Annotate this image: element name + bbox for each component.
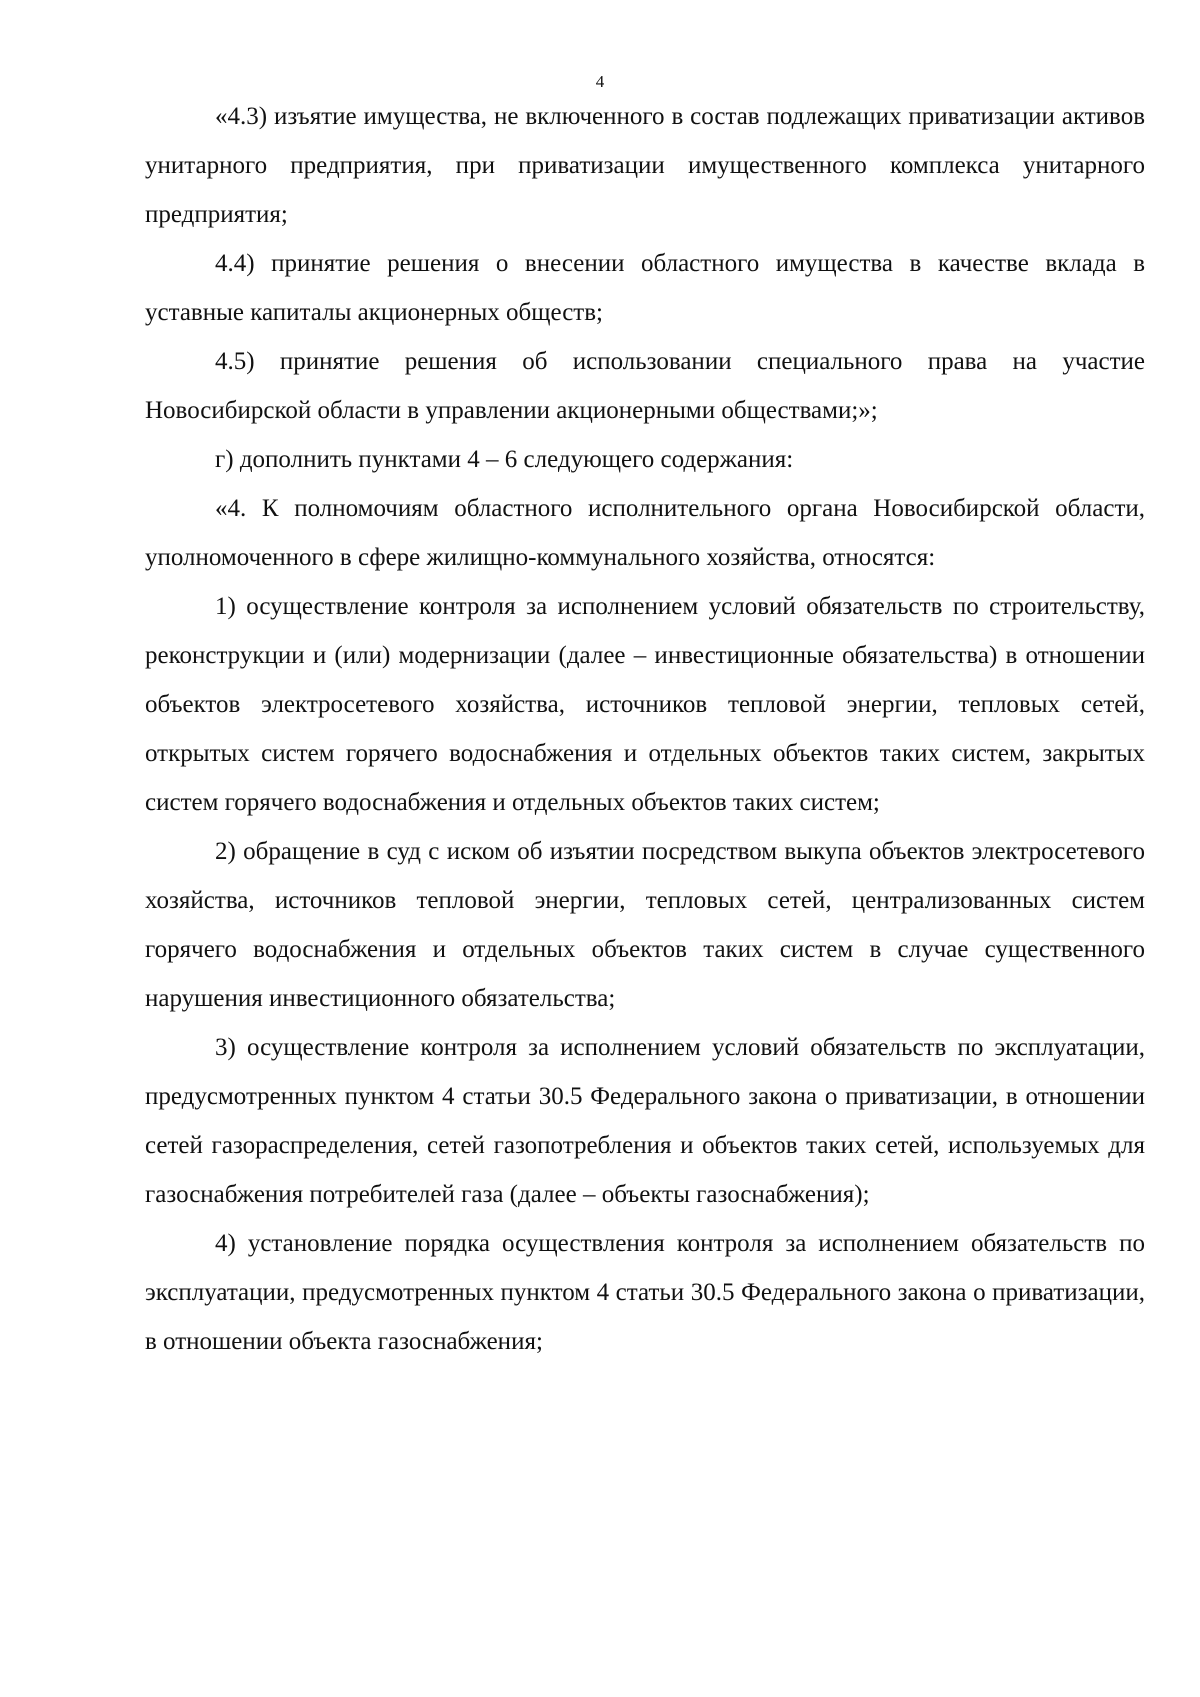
paragraph-g: г) дополнить пунктами 4 – 6 следующего содержания: (215, 446, 794, 473)
paragraph-item-3: 3) осуществление контроля за исполнением условий обязательств по эксплуатации, предусмотренных пунктом 4 статьи 30.5 Федерального закона о приватизации, в отношении сетей газораспределения, сетей газопотребления и объектов таких сетей, используемых для газоснабжения потребителей газа (далее – объекты газоснабжения); (145, 1034, 1145, 1208)
paragraph-item-1: 1) осуществление контроля за исполнением условий обязательств по строительству, реконструкции и (или) модернизации (далее – инвестиционные обязательства) в отношении объектов электросетевого хозяйства, источников тепловой энергии, тепловых сетей, открытых систем горячего водоснабжения и отдельных объектов таких систем, закрытых систем горячего водоснабжения и отдельных объектов таких систем; (145, 593, 1145, 816)
paragraph-4-3: «4.3) изъятие имущества, не включенного в состав подлежащих приватизации активов унитарного предприятия, при приватизации имущественного комплекса унитарного предприятия; (145, 103, 1145, 228)
document-body (145, 92, 1145, 1366)
paragraph-item-4: 4) установление порядка осуществления контроля за исполнением обязательств по эксплуатации, предусмотренных пунктом 4 статьи 30.5 Федерального закона о приватизации, в отношении объекта газоснабжения; (145, 1230, 1145, 1355)
paragraph-4-intro: «4. К полномочиям областного исполнительного органа Новосибирской области, уполномоченного в сфере жилищно-коммунального хозяйства, относятся: (145, 495, 1145, 571)
page-number: 4 (595, 72, 605, 91)
paragraph-4-4: 4.4) принятие решения о внесении областного имущества в качестве вклада в уставные капиталы акционерных обществ; (145, 250, 1145, 326)
paragraph-item-2: 2) обращение в суд с иском об изъятии посредством выкупа объектов электросетевого хозяйства, источников тепловой энергии, тепловых сетей, централизованных систем горячего водоснабжения и отдельных объектов таких систем в случае существенного нарушения инвестиционного обязательства; (145, 838, 1145, 1012)
paragraph-4-5: 4.5) принятие решения об использовании специального права на участие Новосибирской области в управлении акционерными обществами;»; (145, 348, 1145, 424)
